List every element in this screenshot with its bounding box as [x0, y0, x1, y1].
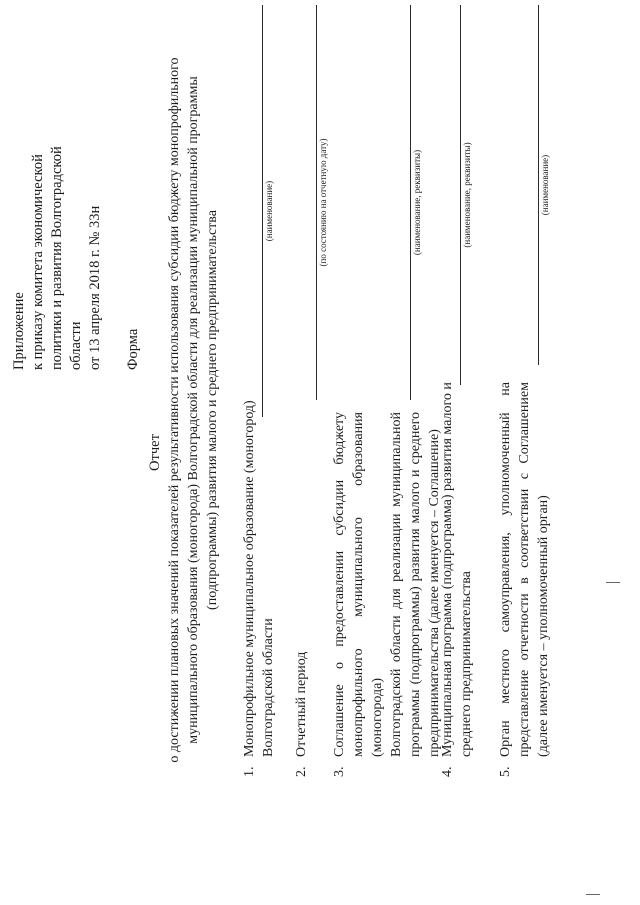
- form-label: Форма: [125, 328, 141, 370]
- report-subtitle-line: муниципального образования (моногорода) Волгоградской области для реализации муниципальной программы: [186, 76, 201, 744]
- appendix-line: области: [68, 321, 84, 370]
- report-title: Отчет: [147, 434, 163, 471]
- item-label: (далее именуется – уполномоченный орган): [536, 495, 551, 757]
- item-text: [330, 412, 444, 757]
- item-label: программы (подпрограммы) развития малого и среднего: [408, 412, 423, 757]
- appendix-line: к приказу комитета экономической: [30, 154, 46, 370]
- item-number: 1.: [242, 766, 257, 777]
- fill-line: [460, 5, 461, 385]
- item-caption: (по состоянию на отчетную дату): [318, 138, 328, 267]
- item-text: [496, 382, 553, 757]
- item-label: Соглашение о предоставлении субсидии бюджету: [332, 412, 347, 757]
- appendix-line: политики и развития Волгоградской: [49, 146, 65, 370]
- fill-line: [538, 5, 539, 365]
- item-label: Муниципальная программа (подпрограмма) развития малого и: [440, 382, 455, 757]
- item-label: Монопрофильное муниципальное образование (моногород): [242, 400, 257, 757]
- item-label: представление отчетности в соответствии с Соглашением: [517, 382, 532, 757]
- fill-line: [262, 5, 263, 417]
- item-number: 2.: [294, 766, 309, 777]
- fill-line: [410, 5, 411, 400]
- item-label: монопрофильного муниципального образования (моногорода): [351, 412, 385, 757]
- fill-line: [316, 5, 317, 400]
- item-caption: (наименование): [540, 154, 550, 216]
- item-label: Волгоградской области для реализации муниципальной: [389, 412, 404, 757]
- item-label: среднего предпринимательства: [459, 571, 474, 757]
- item-caption: (наименование): [264, 180, 274, 242]
- item-label: предпринимательства (далее именуется – Соглашение): [427, 429, 442, 757]
- item-number: 4.: [440, 766, 455, 777]
- item-caption: (наименование, реквизиты): [412, 149, 422, 256]
- appendix-line: от 13 апреля 2018 г. № 33н: [87, 205, 103, 370]
- scan-mark: [606, 582, 620, 583]
- report-subtitle-line: (подпрограммы) развития малого и среднего предпринимательства: [205, 210, 220, 610]
- scan-mark: [586, 894, 600, 895]
- item-caption: (наименование, реквизиты): [462, 142, 472, 248]
- item-label: Волгоградской области: [261, 618, 276, 757]
- appendix-line: Приложение: [11, 292, 27, 370]
- item-number: 3.: [332, 766, 347, 777]
- item-number: 5.: [498, 766, 513, 777]
- item-label: Орган местного самоуправления, уполномоченный на: [498, 382, 513, 757]
- report-subtitle-line: о достижении плановых значений показателей результативности использования субсидии бюджету монопрофильного: [167, 57, 182, 763]
- item-label: Отчетный период: [294, 651, 309, 757]
